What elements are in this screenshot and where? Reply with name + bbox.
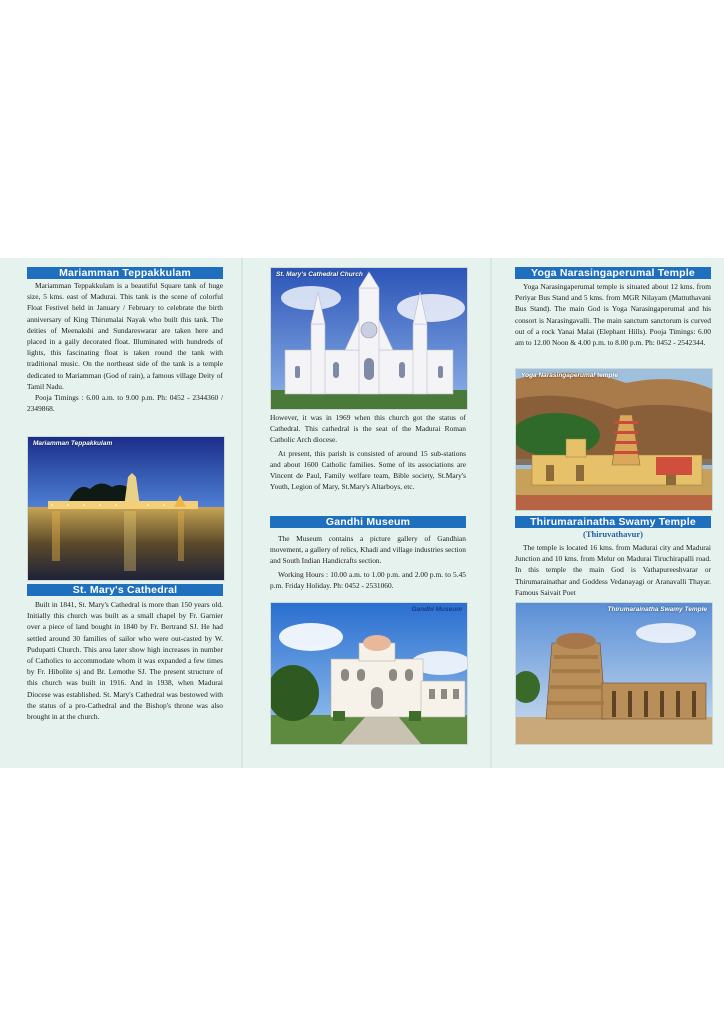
yoga-narasingaperumal-body: Yoga Narasingaperumal temple is situated about 12 kms. from Periyar Bus Stand and 5 kms. from MGR Nilayam (Mattuthavani Bus Stand). The main God is Yoga Narasingaperumal and his consort is Narasingavalli. The main sanctum sanctorum is curved out of a rock Yanai Malai (Elephant Hills). Pooja Timings: 6.00 am to 12.00 Noon & 4.00 p.m. to 8.00 p.m. Ph: 0452 - 2542344. [515, 282, 711, 348]
brochure-sheet [0, 258, 724, 768]
section-heading-st-marys: St. Mary's Cathedral [27, 584, 223, 596]
mariamman-photo-caption: Mariamman Teppakkulam [33, 440, 113, 447]
thirumarainatha-subheading: (Thiruvathavur) [583, 529, 643, 539]
thirumarainatha-photo [515, 602, 713, 745]
thirumarainatha-text [515, 542, 711, 598]
mariamman-text [27, 280, 223, 414]
st-marys-text [27, 599, 223, 722]
yoga-narasingaperumal-photo-caption: Yoga Narasingaperumal temple [521, 372, 618, 379]
section-heading-yoga-narasingaperumal: Yoga Narasingaperumal Temple [515, 267, 711, 279]
gandhi-museum-text [270, 533, 466, 591]
gandhi-museum-photo [270, 602, 468, 745]
fold-divider [490, 258, 492, 768]
panel-right [493, 258, 724, 768]
panel-left [0, 258, 240, 768]
section-heading-thirumarainatha: Thirumarainatha Swamy Temple [515, 516, 711, 528]
section-heading-mariamman: Mariamman Teppakkulam [27, 267, 223, 279]
yoga-narasingaperumal-photo [515, 368, 713, 511]
mariamman-body: Mariamman Teppakkulam is a beautiful Square tank of huge size, 5 kms. east of Madurai. This tank is the scene of colorful Float Festivel held in January / February to celebrate the birth anniversary of King Thirumalai Nayak who built this tank. The deities of Meenakshi and Sundareswarar are taken here and placed in a gaily decorated float. Illuminated with hundreds of lights, this fascinating float is taken round the tank with traditional music. On the northeast side of the tank is a temple dedicated to Mariamman (God of rain), a famous village Deity of Tamil Nadu. [27, 281, 223, 391]
mariamman-timings: Pooja Timings : 6.00 a.m. to 9.00 p.m. Ph: 0452 - 2344360 / 2349868. [27, 393, 223, 414]
mariamman-teppakkulam-photo [27, 436, 225, 581]
section-heading-gandhi-museum: Gandhi Museum [270, 516, 466, 528]
fold-divider [241, 258, 243, 768]
st-marys-parish-text: At present, this parish is consisted of around 15 sub-stations and about 1600 Catholic families. Some of its associations are Vincent de Paul, Family welfare team, Bible society, St.Mary's Youth, Legion of Mary, St.Mary's Altarboys, etc. [270, 448, 466, 492]
st-marys-photo-caption: St. Mary's Cathedral Church [276, 271, 363, 278]
st-marys-body: Built in 1841, St. Mary's Cathedral is more than 150 years old. Initially this church was built as a small chapel by Fr. Garnier over a piece of land bought in 1840 by Fr. Bertrand SJ. He had settled around 30 families of sailor who were out-casted by W. Pudupatti Church. This area later show high increases in number of Catholics to accommodate whom it was expanded a few times by Fr. Hibolite sj and Br. Lemothe SJ. The present structure of this church was built in 1916. And in 1938, when Madurai Diocese was established. St. Mary's Cathedral was bestowed with the status of a pro-Cathedral and the Bishop's throne was also brought in at the church. [27, 600, 223, 722]
st-marys-status-text: However, it was in 1969 when this church got the status of Cathedral. This cathedral is the seat of the Madurai Roman Catholic Arch diocese. [270, 413, 466, 445]
panel-middle [244, 258, 489, 768]
thirumarainatha-body: The temple is located 16 kms. from Madurai city and Madurai Junction and 10 kms. from Melur on Madurai Tiruchirapalli road. In this temple the main God is Vathapureeshvarar or Thirumarainathar and Goddess Vedanayagi or Aranavalli Thayar. Famous Saivait Poet [515, 543, 711, 597]
gandhi-museum-photo-caption: Gandhi Museum [411, 606, 462, 613]
gandhi-museum-body: The Museum contains a picture gallery of Gandhian movement, a gallery of relics, Khadi and village industries section and South Indian Handicrafts section. [270, 534, 466, 566]
st-marys-cathedral-photo [270, 267, 468, 410]
thirumarainatha-photo-caption: Thirumarainatha Swamy Temple [607, 606, 707, 613]
gandhi-museum-hours: Working Hours : 10.00 a.m. to 1.00 p.m. and 2.00 p.m. to 5.45 p.m. Friday Holiday. Ph: 0452 - 2531060. [270, 569, 466, 590]
st-marys-continued-text [270, 412, 466, 492]
yoga-narasingaperumal-text [515, 281, 711, 348]
